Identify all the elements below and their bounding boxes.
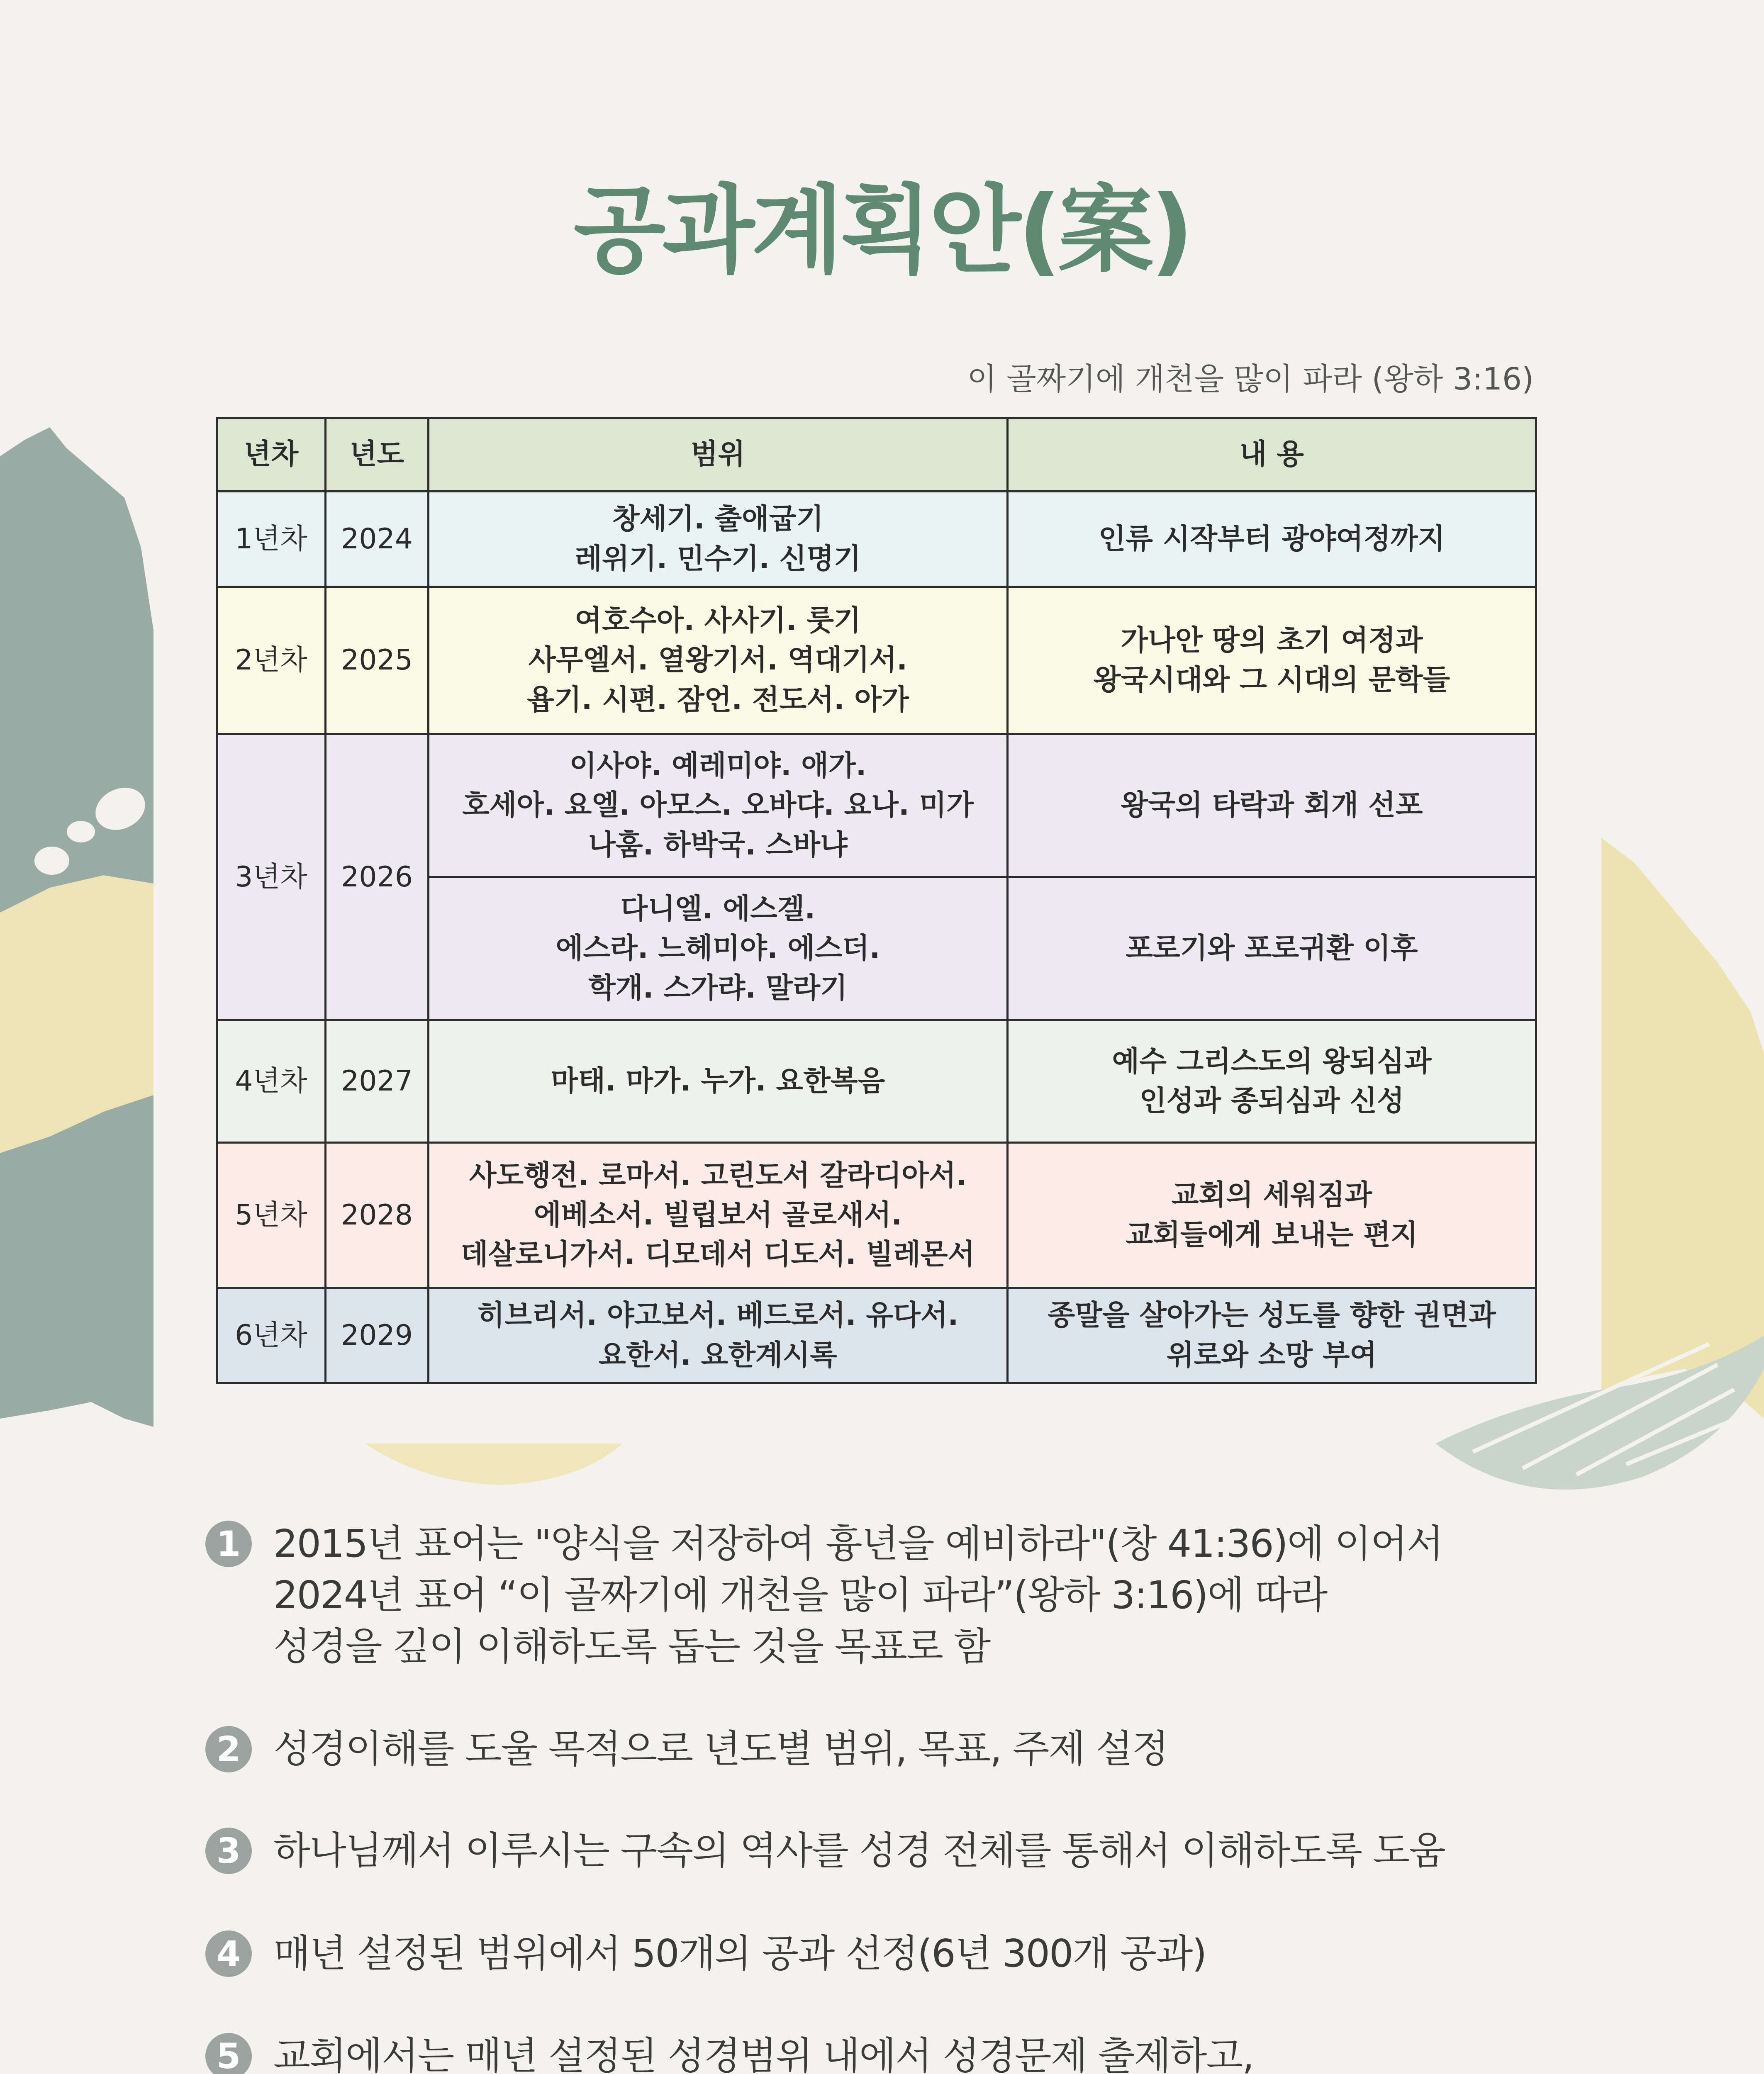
- content-line: 인성과 종되심과 신성: [1139, 1085, 1404, 1117]
- range-cell: [429, 1020, 1008, 1143]
- content-cell: [1008, 1288, 1536, 1383]
- range-cell: [429, 1288, 1008, 1383]
- content-cell: [1008, 1020, 1536, 1143]
- range-line: 여호수아. 사사기. 룻기: [575, 604, 861, 638]
- brush-decoration-left: [0, 423, 158, 1427]
- list-number-badge: 2: [205, 1726, 252, 1772]
- range-line: 호세아. 요엘. 아모스. 오바댜. 요나. 미가: [462, 789, 974, 822]
- list-number-badge: 5: [205, 2033, 252, 2074]
- list-item-line: 교회에서는 매년 설정된 성경범위 내에서 성경문제 출제하고,: [273, 2034, 1254, 2074]
- list-number-badge: 3: [205, 1828, 252, 1874]
- range-cell: [429, 492, 1008, 587]
- range-line: 레위기. 민수기. 신명기: [575, 542, 861, 575]
- year-cell: 2029: [326, 1288, 429, 1383]
- list-item: [205, 1825, 1616, 1877]
- year-no-cell: 3년차: [217, 734, 326, 1020]
- list-item: [205, 2030, 1616, 2074]
- range-line: 에스라. 느헤미야. 에스더.: [556, 932, 880, 965]
- range-line: 욥기. 시편. 잠언. 전도서. 아가: [527, 683, 909, 716]
- range-cell: [429, 1143, 1008, 1288]
- range-line: 데살로니가서. 디모데서 디도서. 빌레몬서: [460, 1238, 975, 1271]
- content-line: 포로기와 포로귀환 이후: [1126, 932, 1418, 965]
- list-item: [205, 1518, 1616, 1672]
- year-cell: 2028: [326, 1143, 429, 1288]
- list-item-text: [273, 2030, 1492, 2074]
- range-line: 요한서. 요한계시록: [598, 1339, 837, 1372]
- list-item: [205, 1928, 1616, 1979]
- content-cell: [1008, 492, 1536, 587]
- content-line: 가나안 땅의 초기 여정과: [1121, 624, 1423, 657]
- range-line: 에베소서. 빌립보서 골로새서.: [534, 1198, 902, 1232]
- header-range: 범위: [429, 418, 1008, 492]
- list-number-badge: 4: [205, 1930, 252, 1977]
- year-no-cell: 6년차: [217, 1288, 326, 1383]
- content-cell: [1008, 734, 1536, 877]
- table-row: [217, 492, 1536, 587]
- plan-table: [216, 417, 1537, 1384]
- header-year: 년도: [326, 418, 429, 492]
- range-line: 사무엘서. 열왕기서. 역대기서.: [528, 644, 908, 677]
- list-item-line: 성경을 깊이 이해하도록 돕는 것을 목표로 함: [273, 1624, 990, 1669]
- content-line: 왕국의 타락과 회개 선포: [1121, 789, 1423, 822]
- list-item: [205, 1723, 1616, 1775]
- theme-verse: 이 골짜기에 개천을 많이 파라 (왕하 3:16): [967, 361, 1534, 397]
- year-no-cell: 4년차: [217, 1020, 326, 1143]
- range-cell: [429, 734, 1008, 877]
- year-no-cell: 1년차: [217, 492, 326, 587]
- content-line: 인류 시작부터 광야여정까지: [1098, 522, 1445, 555]
- range-line: 창세기. 출애굽기: [612, 503, 824, 536]
- content-cell: [1008, 587, 1536, 734]
- list-item-text: [273, 1518, 1442, 1672]
- list-item-line: 하나님께서 이루시는 구속의 역사를 성경 전체를 통해서 이해하도록 도움: [273, 1828, 1445, 1873]
- year-cell: 2027: [326, 1020, 429, 1143]
- list-item-line: 2024년 표어 “이 골짜기에 개천을 많이 파라”(왕하 3:16)에 따라: [273, 1573, 1327, 1617]
- table-row: [217, 1020, 1536, 1143]
- table-row: [217, 734, 1536, 877]
- range-line: 다니엘. 에스겔.: [620, 893, 816, 926]
- year-cell: 2025: [326, 587, 429, 734]
- range-cell: [429, 587, 1008, 734]
- list-item-text: [273, 1928, 1206, 1979]
- range-line: 히브리서. 야고보서. 베드로서. 유다서.: [477, 1299, 959, 1332]
- content-cell: [1008, 877, 1536, 1020]
- list-item-text: [273, 1825, 1445, 1877]
- content-line: 교회들에게 보내는 편지: [1126, 1218, 1418, 1251]
- range-line: 마태. 마가. 누가. 요한복음: [551, 1065, 885, 1098]
- brush-decoration-bottom: [365, 1444, 622, 1493]
- table-header-row: [217, 418, 1536, 492]
- header-year-no: 년차: [217, 418, 326, 492]
- list-item-text: [273, 1723, 1168, 1775]
- range-line: 이사야. 예레미야. 애가.: [569, 750, 867, 783]
- year-no-cell: 5년차: [217, 1143, 326, 1288]
- table-row: [217, 1288, 1536, 1383]
- content-line: 왕국시대와 그 시대의 문학들: [1093, 664, 1450, 696]
- range-line: 나훔. 하박국. 스바냐: [588, 828, 848, 862]
- year-cell: 2024: [326, 492, 429, 587]
- content-line: 위로와 소망 부여: [1166, 1339, 1377, 1372]
- year-cell: 2026: [326, 734, 429, 1020]
- range-cell: [429, 877, 1008, 1020]
- header-content: 내 용: [1008, 418, 1536, 492]
- content-cell: [1008, 1143, 1536, 1288]
- list-number-badge: 1: [205, 1521, 252, 1567]
- content-line: 교회의 세워짐과: [1171, 1179, 1372, 1212]
- list-item-line: 2015년 표어는 "양식을 저장하여 흉년을 예비하라"(창 41:36)에 이어서: [273, 1521, 1443, 1566]
- list-item-line: 매년 설정된 범위에서 50개의 공과 선정(6년 300개 공과): [273, 1931, 1206, 1976]
- page-title: 공과계획안(案): [573, 175, 1191, 286]
- range-line: 학개. 스가랴. 말라기: [588, 971, 848, 1005]
- year-no-cell: 2년차: [217, 587, 326, 734]
- table-row: [217, 1143, 1536, 1288]
- content-line: 예수 그리스도의 왕되심과: [1112, 1045, 1432, 1078]
- list-item-line: 성경이해를 도울 목적으로 년도별 범위, 목표, 주제 설정: [273, 1727, 1168, 1771]
- content-line: 종말을 살아가는 성도를 향한 권면과: [1048, 1299, 1496, 1332]
- table-row: [217, 587, 1536, 734]
- range-line: 사도행전. 로마서. 고린도서 갈라디아서.: [469, 1159, 967, 1192]
